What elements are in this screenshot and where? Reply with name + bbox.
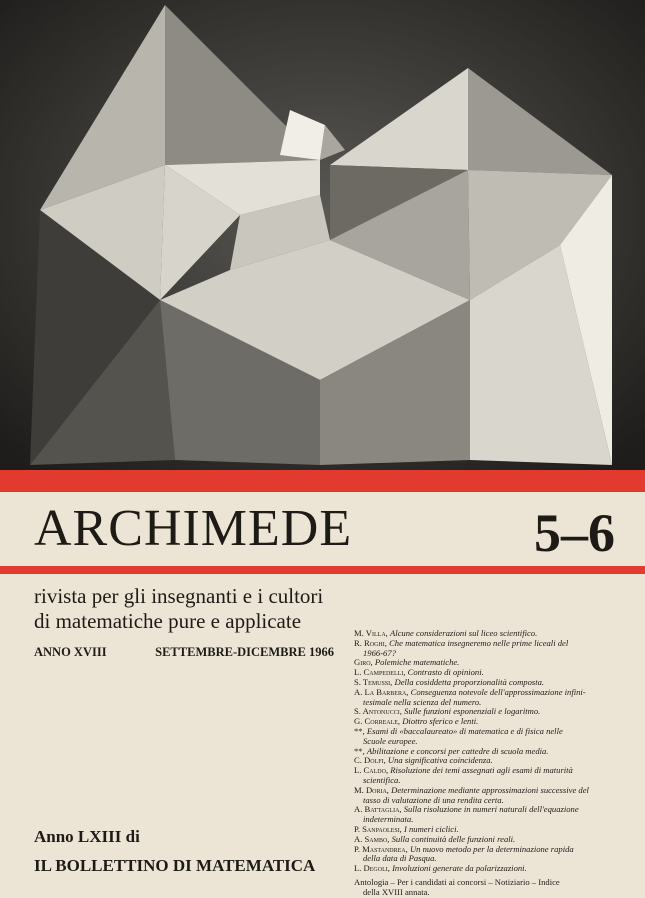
toc-footer-line-2: della XVIII annata. [363,886,430,897]
toc-entry [354,688,616,708]
toc-entry [354,727,616,747]
journal-title: ARCHIMEDE [34,500,353,557]
toc-title: Abilitazione e concorsi per cattedre di scuola media. [366,745,549,756]
toc-title: Conseguenza notevole dell'approssimazione infini- [410,686,586,697]
toc-author: C. Dolfi, [354,755,386,766]
toc-title: Un nuovo metodo per la determinazione rapida [409,843,574,854]
toc-title: Esami di «baccalaureato» di matematica e di fisica nelle [366,725,563,736]
toc-title: Contrasto di opinioni. [407,667,484,678]
toc-author: A. La Barbera, [354,686,409,697]
toc-title: Sulle funzioni esponenziali e logaritmo. [404,706,541,717]
toc-author: L. Caldo, [354,765,389,776]
subtitle-line-2: di matematiche pure e applicate [34,609,302,633]
red-band-top [0,470,645,492]
toc-title-continuation: tesimale nella scienza del numero. [363,696,482,707]
subtitle-line-1: rivista per gli insegnanti e i cultori [34,584,324,608]
toc-title-continuation: scientifica. [363,774,401,785]
toc-title: Della cosiddetta proporzionalità composta. [394,676,545,687]
year-label: ANNO XVIII [34,645,107,659]
toc-entry [354,786,616,806]
toc-entry [354,639,616,659]
toc-author: P. Mastandrea, [354,843,408,854]
toc-title-continuation: indeterminata. [363,814,414,825]
toc-title: Risoluzione dei temi assegnati agli esami di maturità [390,765,573,776]
toc-author: L. Campedelli, [354,667,406,678]
toc-title-continuation: Scuole europee. [363,735,418,746]
year-period-line [34,645,334,660]
toc-author: **, [354,745,365,756]
toc-author: M. Doria, [354,784,389,795]
toc-title-continuation: della data di Pasqua. [363,853,437,864]
toc-title: Una significativa coincidenza. [387,755,493,766]
bollettino-line-2: IL BOLLETTINO DI MATEMATICA [34,856,316,875]
toc-entry [354,864,616,874]
toc-footer [354,878,616,898]
toc-title: I numeri ciclici. [404,823,459,834]
toc-title: Diottro sferico e lenti. [402,716,479,727]
toc-author: L. Degoli, [354,863,390,874]
issue-number: 5–6 [534,503,615,563]
period-label: SETTEMBRE-DICEMBRE 1966 [155,645,334,659]
toc-title: Sulla continuità delle funzioni reali. [391,833,516,844]
journal-subtitle [34,584,364,634]
toc-author: P. Sanpaolesi, [354,823,402,834]
bollettino-line-1: Anno LXIII di [34,827,140,846]
toc-title: Polemiche matematiche. [374,657,460,668]
toc-author: S. Antonucci, [354,706,402,717]
toc-title-continuation: tasso di valutazione di una rendita certa. [363,794,504,805]
bollettino-heading [34,822,315,880]
toc-author: R. Roghi, [354,637,387,648]
toc-title: Involuzioni generate da polarizzazioni. [392,863,527,874]
toc-author: S. Temussi, [354,676,393,687]
toc-author: A. Sambo, [354,833,390,844]
toc-author: G. Correale, [354,716,401,727]
table-of-contents [354,629,616,898]
toc-author: M. Villa, [354,628,388,638]
red-band-divider [0,566,645,574]
toc-entry [354,845,616,865]
toc-entry [354,805,616,825]
toc-author: **, [354,725,365,736]
toc-author: Giro, [354,657,373,668]
toc-footer-line-1: Antologia – Per i candidati ai concorsi – Notiziario – Indice [354,876,560,887]
toc-title: Alcune considerazioni sul liceo scientifico. [389,628,538,638]
toc-entry [354,766,616,786]
toc-author: A. Battaglia, [354,804,402,815]
toc-title: Determinazione mediante approssimazioni successive del [391,784,589,795]
toc-title-continuation: 1966-67? [363,647,396,658]
toc-title: Sulla risoluzione in numeri naturali dell'equazione [403,804,579,815]
toc-title: Che matematica insegneremo nelle prime liceali del [389,637,569,648]
